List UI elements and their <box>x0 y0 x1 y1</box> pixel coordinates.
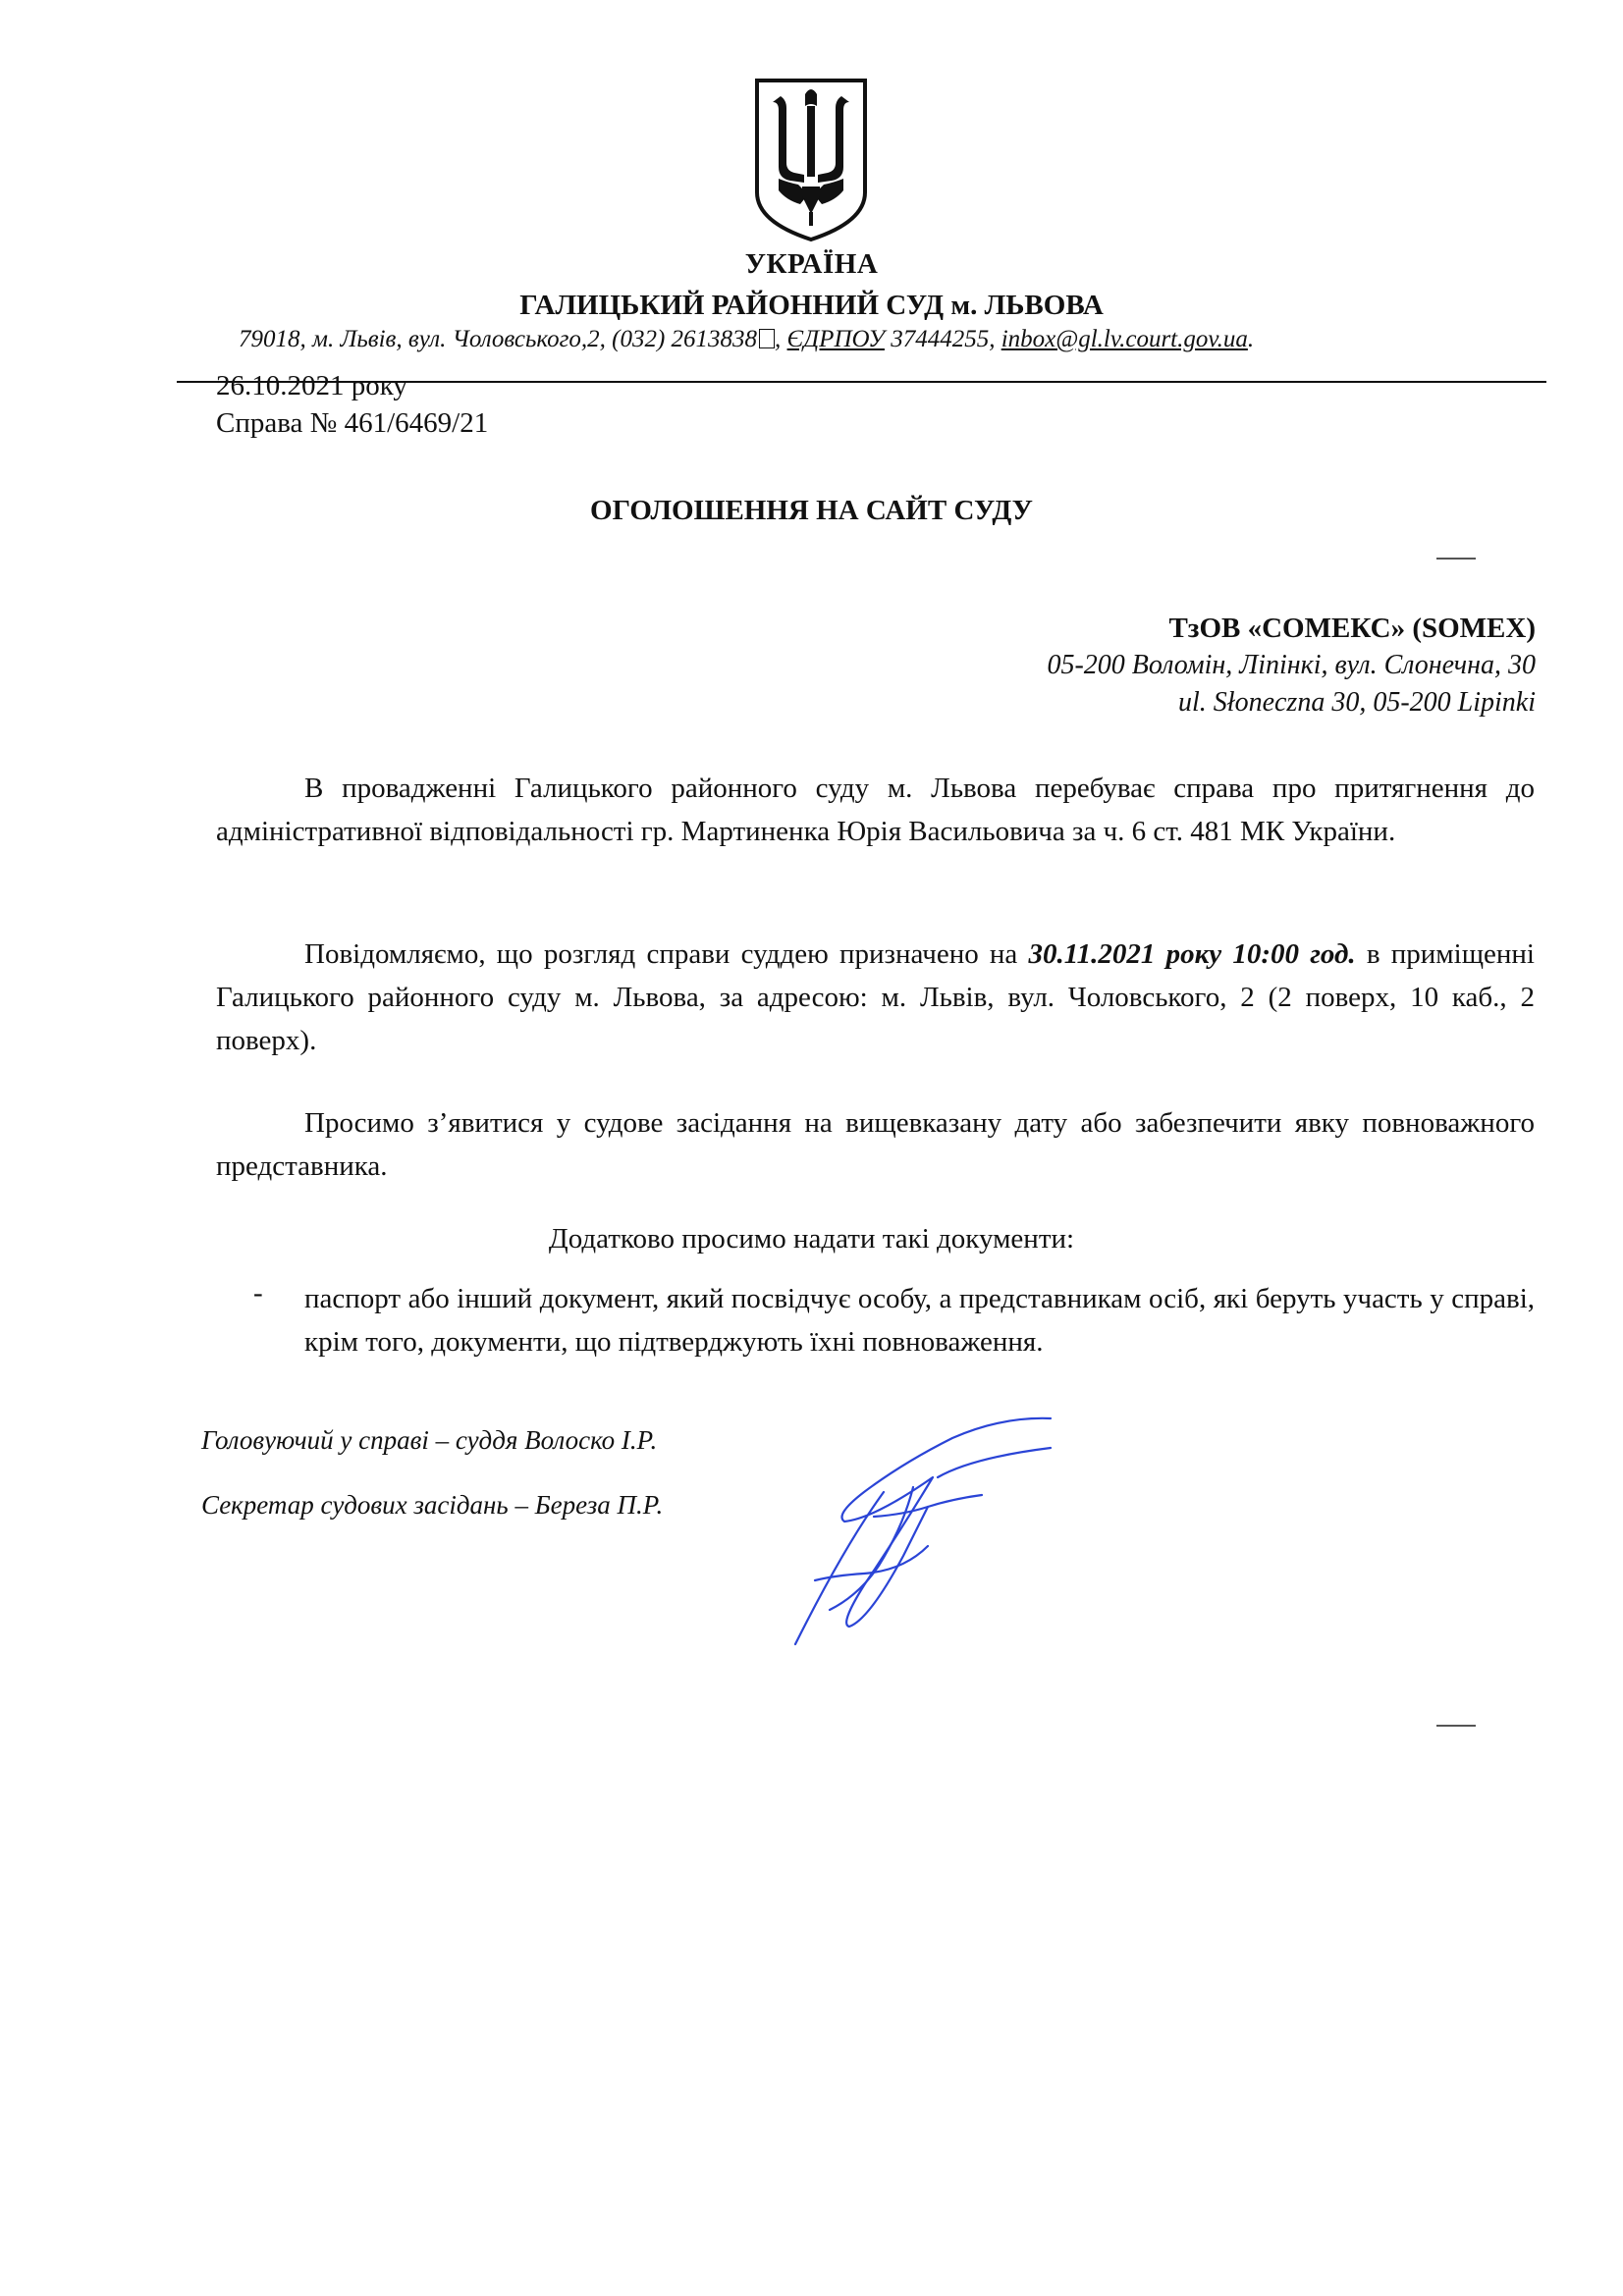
hearing-text-before: Повідомляємо, що розгляд справи суддею призначено на <box>304 938 1029 970</box>
edrpou-number: 37444255, <box>891 326 996 352</box>
fax-icon <box>759 329 775 348</box>
document-title: ОГОЛОШЕННЯ НА САЙТ СУДУ <box>590 495 1033 526</box>
court-email[interactable]: inbox@gl.lv.court.gov.ua <box>1001 326 1248 352</box>
paragraph-appearance <box>216 1101 1535 1188</box>
court-address-line: 79018, м. Львів, вул. Чоловського,2, (032) 2613838 , ЄДРПОУ 37444255, inbox@gl.lv.court.gov.ua. <box>239 326 1255 352</box>
case-number: Справа № 461/6469/21 <box>216 407 489 439</box>
document-date: 26.10.2021 року <box>216 370 407 401</box>
list-item-documents: паспорт або інший документ, який посвідчує особу, а представникам осіб, які беруть участь у справі, крім того, документи, що підтверджують їхні повноваження. <box>304 1283 1535 1358</box>
paragraph-appearance-text: Просимо з’явитися у судове засідання на вищевказану дату або забезпечити явку повноважного представника. <box>216 1107 1535 1182</box>
trident-coat-of-arms-icon <box>751 77 871 243</box>
country-name: УКРАЇНА <box>744 248 879 280</box>
handwritten-signature <box>756 1409 1080 1654</box>
paragraph-documents-request: Додатково просимо надати такі документи: <box>548 1223 1075 1255</box>
scan-mark <box>1436 1725 1476 1733</box>
list-bullet: - <box>253 1277 263 1308</box>
scan-mark <box>1436 558 1476 565</box>
court-address: 79018, м. Львів, вул. Чоловського,2, (032) 2613838 <box>239 326 758 352</box>
presiding-judge: Головуючий у справі – суддя Волоско І.Р. <box>201 1425 658 1455</box>
paragraph-proceedings-text: В провадженні Галицького районного суду м. Львова перебуває справа про притягнення до адміністративної відповідальності гр. Мартиненка Юрія Васильовича за ч. 6 ст. 481 МК України. <box>216 773 1535 847</box>
paragraph-hearing <box>216 933 1535 1062</box>
paragraph-proceedings <box>216 767 1535 853</box>
hearing-text-after: в приміщенні Галицького районного суду м. Львова, за адресою: м. Львів, вул. Чоловського, 2 (2 поверх, 10 каб., 2 поверх). <box>216 938 1535 1056</box>
edrpou-label: ЄДРПОУ <box>786 326 885 352</box>
hearing-datetime: 30.11.2021 року 10:00 год. <box>1028 938 1356 970</box>
recipient-address-ua: 05-200 Воломін, Ліпінкі, вул. Слонечна, 30 <box>1047 650 1536 680</box>
court-name: ГАЛИЦЬКИЙ РАЙОННИЙ СУД м. ЛЬВОВА <box>519 290 1104 321</box>
recipient-name: ТзОВ «СОМЕКС» (SOMEX) <box>1168 613 1536 644</box>
court-secretary: Секретар судових засідань – Береза П.Р. <box>201 1490 664 1520</box>
recipient-address-pl: ul. Słoneczna 30, 05-200 Lipinki <box>1178 687 1536 718</box>
